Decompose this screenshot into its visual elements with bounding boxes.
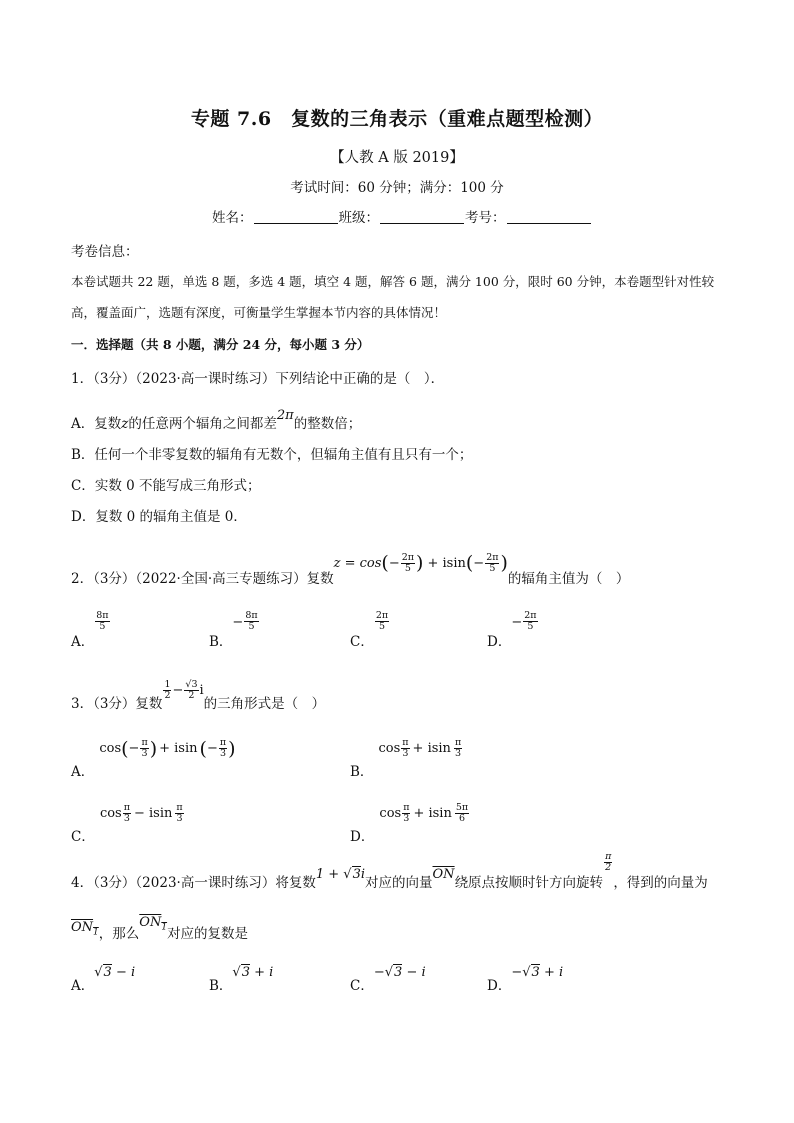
question-4-option-d[interactable]: $_{D.}$−√3 + i [487, 965, 564, 994]
question-3-option-b[interactable]: $_{B.}$ cos $\frac{\pi}{3}$ + isin $\frac{\pi}{3}$ [350, 737, 462, 780]
name-label: 姓名： [212, 210, 253, 226]
vector-on1: $ON_1$ [71, 920, 99, 938]
question-3-option-c[interactable]: $_{C.}$ cos $\frac{\pi}{3}$ − isin $\frac{\pi}{3}$ [71, 802, 183, 845]
math-z: z [121, 416, 129, 432]
question-4-stem-line-2: $ON_1$ ，那么 $ON_1$ 对应的复数是 [71, 915, 249, 942]
question-1-option-c: C．实数 0 不能写成三角形式； [71, 478, 261, 494]
name-field[interactable] [254, 208, 338, 224]
exam-time: 考试时间：60 分钟；满分：100 分 [290, 180, 504, 196]
question-2-stem: 2．（3分）（2022·全国·高三专题练习）复数 z = cos ( − $\frac{2\pi}{5}$ ) + isin ( − $\frac{2\pi}{5}$ ) 的辐角主值为（ ） [71, 551, 630, 587]
question-2-option-c[interactable]: $_{C.}$ $\frac{2\pi}{5}$ [350, 610, 389, 650]
question-2-option-d[interactable]: $_{D.}$− $\frac{2\pi}{5}$ [487, 610, 537, 650]
question-2-option-b[interactable]: $_{B.}$− $\frac{8\pi}{5}$ [209, 610, 258, 650]
question-4-stem: 4．（3分）（2023·高一课时练习）将复数 1 + √3i 对应的向量 $\overline{ON}$ 绕原点按顺时针方向旋转 $\frac{\pi}{2}$ ，得到的向量为 [71, 851, 708, 891]
question-3-option-a[interactable]: $_{A.}$ cos ( − $\frac{\pi}{3}$ ) + isin ( − $\frac{\pi}{3}$ ) [71, 737, 236, 780]
question-3-option-d[interactable]: $_{D.}$ cos $\frac{\pi}{3}$ + isin $\frac{5\pi}{6}$ [350, 802, 469, 845]
vector-on1-ref: $ON_1$ [139, 915, 168, 933]
question-1-option-d: D．复数 0 的辐角主值是 0． [71, 509, 247, 525]
question-4-option-a[interactable]: $_{A.}$√3 − i [71, 965, 136, 994]
vector-on: $\overline{ON}$ [432, 866, 455, 882]
question-1-stem: 1．（3分）（2023·高一课时练习）下列结论中正确的是（ ）． [71, 371, 445, 387]
info-line-2: 高，覆盖面广，选题有深度，可衡量学生掌握本节内容的具体情况！ [71, 305, 447, 320]
edition-label: 【人教 A 版 2019】 [330, 150, 464, 166]
q2-expression: z = cos ( − $\frac{2\pi}{5}$ ) + isin ( − $\frac{2\pi}{5}$ ) [333, 551, 508, 574]
question-2-option-a[interactable]: $_{A.}$ $\frac{8\pi}{5}$ [71, 610, 109, 650]
number-label: 考号： [465, 210, 506, 226]
question-1-option-a: A．复数z的任意两个辐角之间都差2π的整数倍； [71, 408, 362, 432]
section-heading: 一．选择题（共 8 小题，满分 24 分，每小题 3 分） [71, 337, 370, 352]
q4-complex-number: 1 + √3i [315, 866, 366, 882]
class-label: 班级： [338, 210, 379, 226]
question-4-option-b[interactable]: $_{B.}$√3 + i [209, 965, 274, 994]
question-3-stem: 3．（3分）复数 $\frac{1}{2}$ − $\frac{√3}{2}$ i 的三角形式是（ ） [71, 678, 326, 712]
question-1-option-b: B．任何一个非零复数的辐角有无数个，但辐角主值有且只有一个； [71, 447, 473, 463]
number-field[interactable] [507, 208, 591, 224]
question-4-option-c[interactable]: $_{C.}$−√3 − i [350, 965, 426, 994]
page-title: 专题 7.6 复数的三角表示（重难点题型检测） [190, 108, 604, 130]
info-heading: 考卷信息： [71, 244, 139, 260]
q3-expression: $\frac{1}{2}$ − $\frac{√3}{2}$ i [164, 678, 204, 701]
info-line-1: 本卷试题共 22 题，单选 8 题，多选 4 题，填空 4 题，解答 6 题，满分 100 分，限时 60 分钟，本卷题型针对性较 [71, 274, 715, 289]
student-info-row [212, 206, 592, 226]
math-2pi: 2π [276, 408, 294, 423]
class-field[interactable] [380, 208, 464, 224]
